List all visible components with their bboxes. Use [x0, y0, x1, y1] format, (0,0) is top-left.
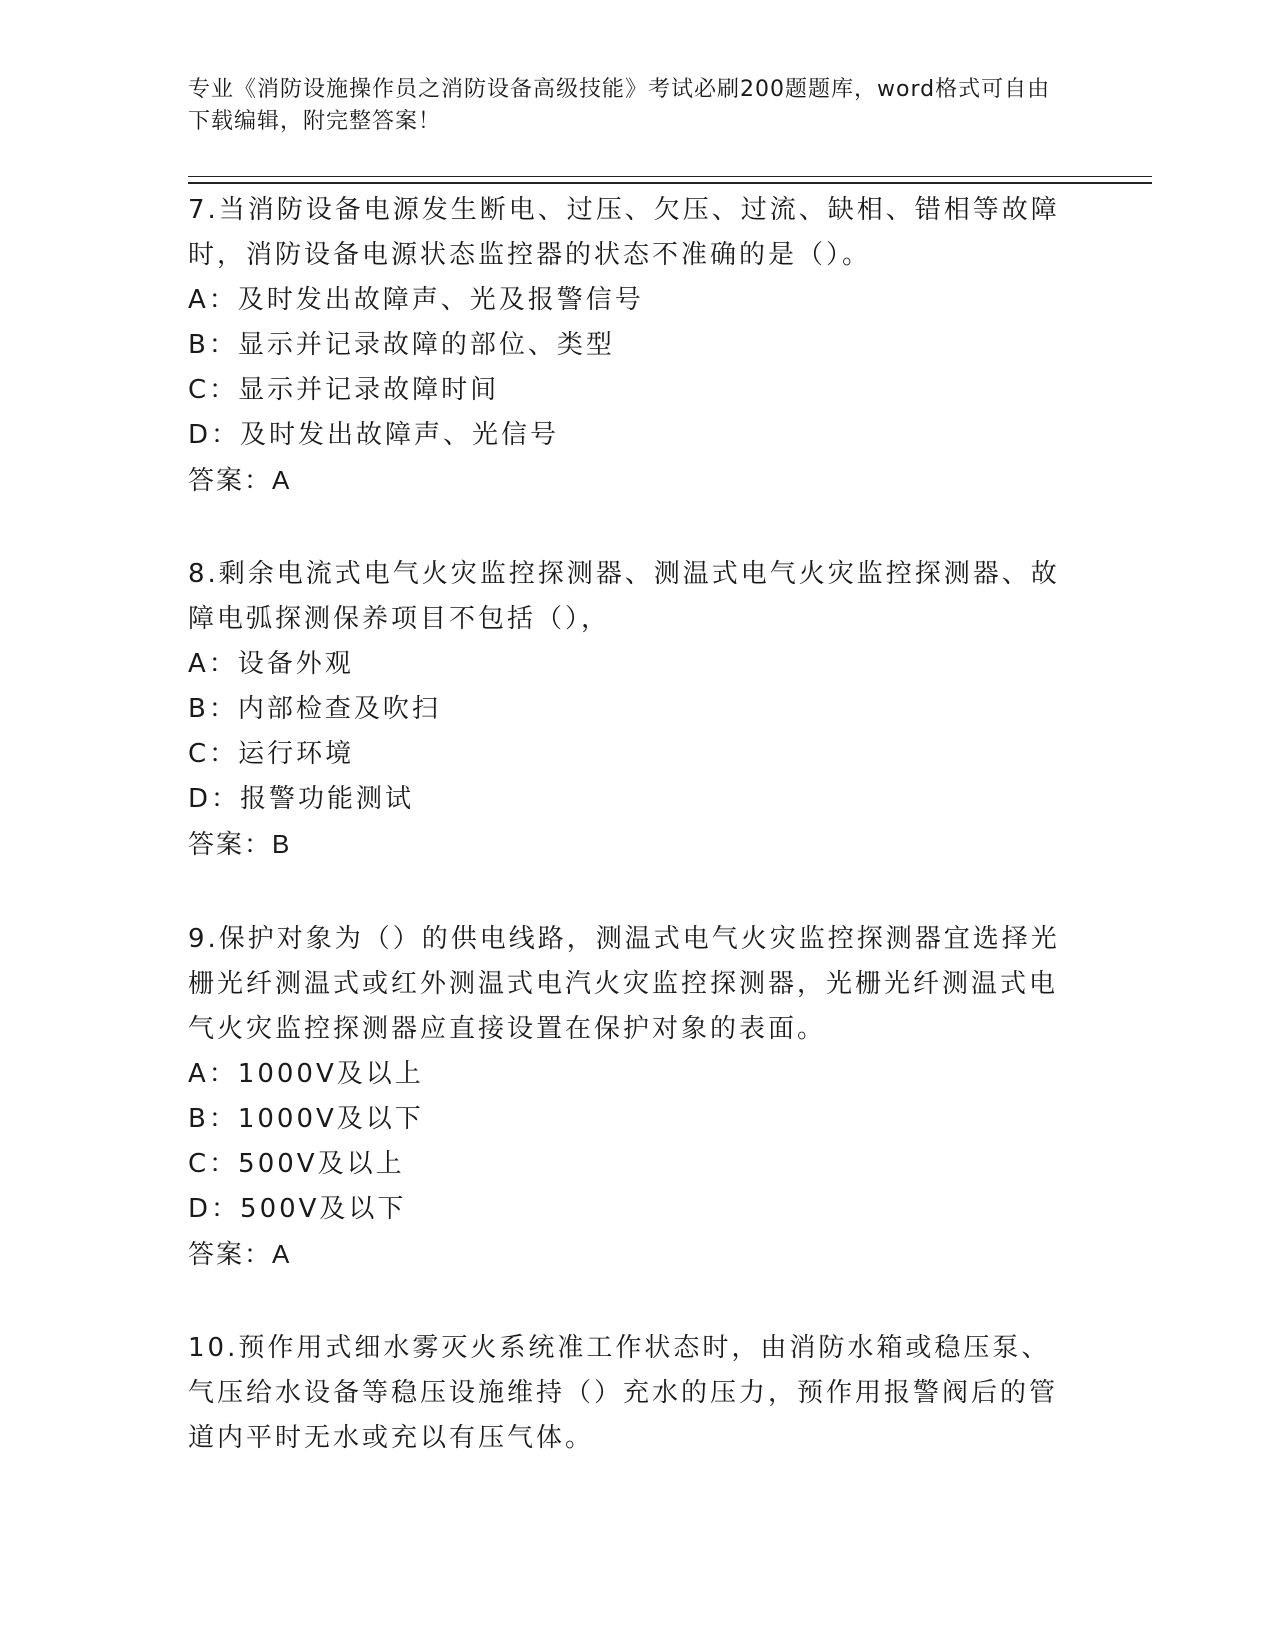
header-divider-thin: [188, 176, 1152, 177]
question-text: 7.当消防设备电源发生断电、过压、欠压、过流、缺相、错相等故障时，消防设备电源状态监控器的状态不准确的是（）。: [188, 195, 1060, 270]
question-9: [188, 917, 1068, 1277]
option-b: B：内部检查及吹扫: [188, 694, 441, 724]
option-a: A：设备外观: [188, 649, 354, 679]
option-b: B：1000V及以下: [188, 1104, 424, 1134]
answer: 答案：A: [188, 1239, 292, 1269]
option-d: D：500V及以下: [188, 1194, 407, 1224]
question-text: 10.预作用式细水雾灭火系统准工作状态时，由消防水箱或稳压泵、气压给水设备等稳压设施维持（）充水的压力，预作用报警阀后的管道内平时无水或充以有压气体。: [188, 1333, 1059, 1453]
option-c: C：500V及以上: [188, 1149, 405, 1179]
document-header: 专业《消防设施操作员之消防设备高级技能》考试必刷200题题库，word格式可自由下载编辑，附完整答案！: [188, 77, 1051, 134]
question-8: [188, 552, 1068, 867]
option-c: C：显示并记录故障时间: [188, 375, 500, 405]
question-10: [188, 1326, 1068, 1461]
option-a: A：1000V及以上: [188, 1059, 424, 1089]
option-d: D：报警功能测试: [188, 784, 415, 814]
option-d: D：及时发出故障声、光信号: [188, 420, 560, 450]
header-divider-thick: [188, 182, 1152, 184]
question-7: [188, 188, 1068, 503]
answer: 答案：B: [188, 829, 292, 859]
question-text: 8.剩余电流式电气火灾监控探测器、测温式电气火灾监控探测器、故障电弧探测保养项目不包括（），: [188, 559, 1060, 634]
answer: 答案：A: [188, 465, 292, 495]
option-b: B：显示并记录故障的部位、类型: [188, 330, 615, 360]
option-c: C：运行环境: [188, 739, 355, 769]
question-text: 9.保护对象为（）的供电线路，测温式电气火灾监控探测器宜选择光栅光纤测温式或红外测温式电汽火灾监控探测器，光栅光纤测温式电气火灾监控探测器应直接设置在保护对象的表面。: [188, 924, 1060, 1044]
option-a: A：及时发出故障声、光及报警信号: [188, 285, 644, 315]
